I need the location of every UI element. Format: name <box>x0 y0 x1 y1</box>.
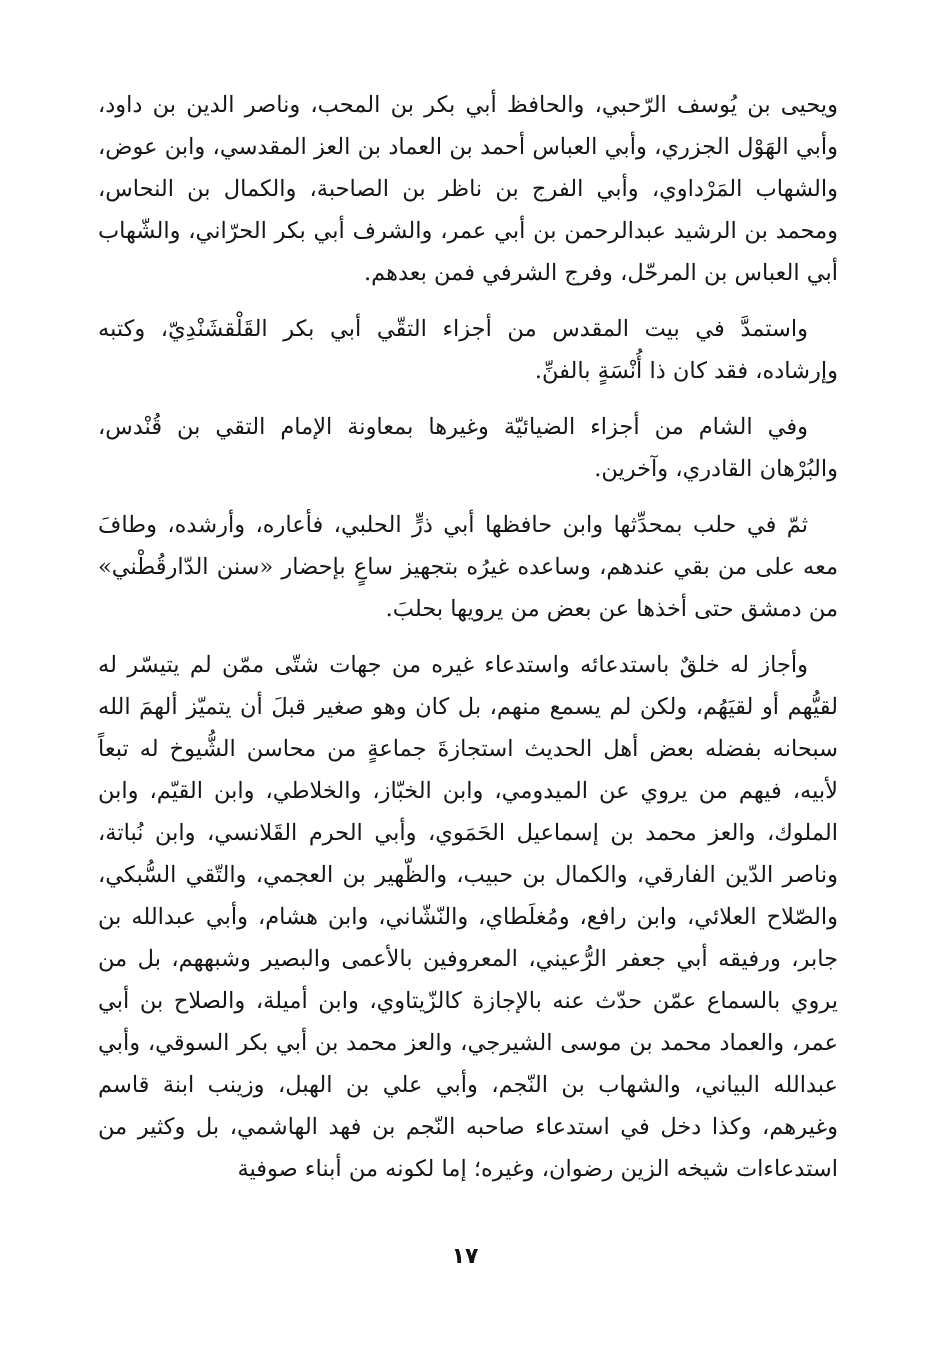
paragraph-4: ثمّ في حلب بمحدِّثها وابن حافظها أبي ذرٍّ الحلبي، فأعاره، وأرشده، وطافَ معه على من بقي عندهم، وساعده غيرُه بتجهيز ساعٍ بإحضار «سنن الدّارقُطْني» من دمشق حتى أخذها عن بعض من يرويها بحلبَ. <box>98 512 838 622</box>
page-number: ١٧ <box>451 1244 479 1269</box>
body-text <box>98 84 838 1190</box>
paragraph-5: وأجاز له خلقٌ باستدعائه واستدعاء غيره من جهات شتّى ممّن لم يتيسّر له لقيُّهم أو لقيَهُم، ولكن لم يسمع منهم، بل كان وهو صغير قبلَ أن يتميّز ألهمَ الله سبحانه بفضله بعض أهل الحديث استجازةَ جماعةٍ من محاسن الشُّيوخ له تبعاً لأبيه، فيهم من يروي عن الميدومي، وابن الخبّاز، والخلاطي، وابن القيّم، وابن الملوك، والعز محمد بن إسماعيل الحَمَوي، وأبي الحرم القَلانسي، وابن نُباتة، وناصر الدّين الفارقي، والكمال بن حبيب، والظّهير بن العجمي، والتّقي السُّبكي، والصّلاح العلائي، وابن رافع، ومُغلَطاي، والنّشّاني، وابن هشام، وأبي عبدالله بن جابر، ورفيقه أبي جعفر الرُّعيني، المعروفين بالأعمى والبصير وشبههم، بل من يروي بالسماع عمّن حدّث عنه بالإجازة كالزّيتاوي، وابن أميلة، والصلاح بن أبي عمر، والعماد محمد بن موسى الشيرجي، والعز محمد بن أبي بكر السوقي، وأبي عبدالله البياني، والشهاب بن النّجم، وأبي علي بن الهبل، وزينب ابنة قاسم وغيرهم، وكذا دخل في استدعاء صاحبه النّجم بن فهد الهاشمي، بل وكثير من استدعاءات شيخه الزين رضوان، وغيره؛ إما لكونه من أبناء صوفية <box>98 652 838 1182</box>
paragraph-2: واستمدَّ في بيت المقدس من أجزاء التقّي أبي بكر القَلْقشَنْدِيّ، وكتبه وإرشاده، فقد كان ذا أُنْسَةٍ بالفنِّ. <box>98 316 838 384</box>
paragraph-1: ويحيى بن يُوسف الرّحبي، والحافظ أبي بكر بن المحب، وناصر الدين بن داود، وأبي الهَوْل الجزري، وأبي العباس أحمد بن العماد بن العز المقدسي، وابن عوض، والشهاب المَرْداوي، وأبي الفرج بن ناظر بن الصاحبة، والكمال بن النحاس، ومحمد بن الرشيد عبدالرحمن بن أبي عمر، والشرف أبي بكر الحرّاني، والشّهاب أبي العباس بن المرحّل، وفرج الشرفي فمن بعدهم. <box>98 92 838 286</box>
paragraph-3: وفي الشام من أجزاء الضيائيّة وغيرها بمعاونة الإمام التقي بن قُنْدس، والبُرْهان القادري، وآخرين. <box>98 414 838 482</box>
